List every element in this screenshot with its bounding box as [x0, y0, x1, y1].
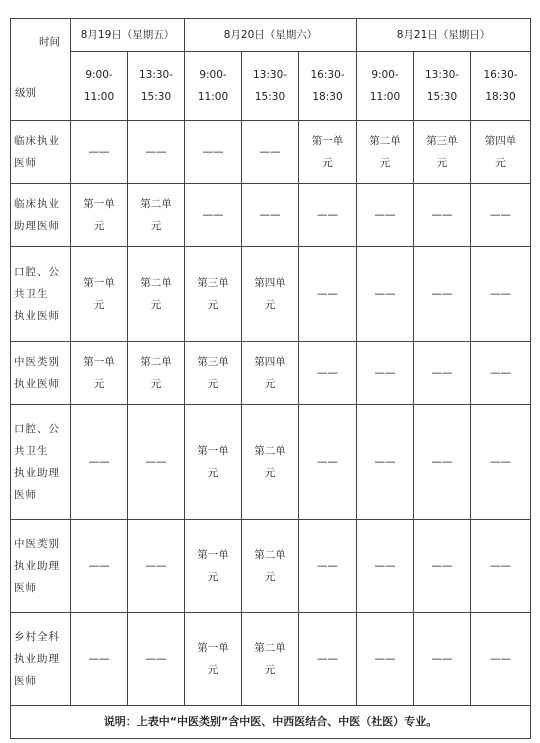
schedule-cell	[71, 121, 128, 184]
date-header-0: 8月19日（星期五）	[71, 19, 185, 52]
no-exam-dash: ——	[145, 653, 167, 665]
row-label-text: 执业助理	[14, 560, 60, 572]
row-label-text: 助理医师	[14, 220, 60, 232]
exam-unit-text: 元	[207, 299, 219, 311]
no-exam-dash: ——	[490, 209, 512, 221]
row-label-text: 执业助理	[14, 653, 60, 665]
time-slot-text: 11:00	[369, 91, 401, 103]
exam-unit-text: 第一单	[197, 445, 229, 457]
exam-unit-text: 第一单	[83, 277, 115, 289]
no-exam-dash: ——	[145, 146, 167, 158]
no-exam-dash: ——	[145, 456, 167, 468]
schedule-cell	[471, 247, 531, 342]
schedule-cell	[185, 247, 242, 342]
schedule-cell	[185, 342, 242, 405]
exam-unit-text: 第四单	[254, 277, 286, 289]
table-note: 说明：上表中“中医类别”含中医、中西医结合、中医（社医）专业。	[11, 706, 531, 739]
no-exam-dash: ——	[259, 146, 281, 158]
time-slot-cell	[357, 52, 414, 121]
exam-unit-text: 第二单	[254, 445, 286, 457]
time-slot-text: 13:30-	[252, 69, 288, 81]
row-label-text: 乡村全科	[14, 631, 60, 643]
exam-unit-text: 第三单	[197, 277, 229, 289]
time-slot-text: 9:00-	[371, 69, 399, 81]
schedule-cell	[414, 247, 471, 342]
exam-unit-text: 第一单	[83, 198, 115, 210]
date-header-row	[11, 19, 531, 52]
row-label-cell	[11, 247, 71, 342]
schedule-cell	[242, 121, 299, 184]
schedule-cell	[242, 520, 299, 613]
exam-unit-text: 第四单	[254, 356, 286, 368]
schedule-cell	[299, 520, 357, 613]
exam-unit-text: 第二单	[140, 198, 172, 210]
exam-unit-text: 元	[264, 571, 276, 583]
date-header-1: 8月20日（星期六）	[185, 19, 357, 52]
table-row	[11, 247, 531, 342]
exam-unit-text: 元	[150, 299, 162, 311]
time-slot-cell	[71, 52, 128, 121]
schedule-cell	[299, 405, 357, 520]
schedule-cell	[128, 121, 185, 184]
exam-unit-text: 元	[150, 220, 162, 232]
time-slot-text: 11:00	[197, 91, 229, 103]
exam-unit-text: 第一单	[197, 642, 229, 654]
no-exam-dash: ——	[431, 288, 453, 300]
time-slot-cell	[242, 52, 299, 121]
time-slot-cell	[185, 52, 242, 121]
row-label-text: 医师	[14, 157, 37, 169]
table-row	[11, 184, 531, 247]
time-slot-text: 13:30-	[424, 69, 460, 81]
exam-unit-text: 第三单	[197, 356, 229, 368]
row-label-text: 中医类别	[14, 538, 60, 550]
no-exam-dash: ——	[490, 456, 512, 468]
no-exam-dash: ——	[431, 560, 453, 572]
schedule-cell	[414, 342, 471, 405]
no-exam-dash: ——	[202, 209, 224, 221]
row-label-cell	[11, 613, 71, 706]
exam-unit-text: 第一单	[197, 549, 229, 561]
time-slot-cell	[471, 52, 531, 121]
schedule-cell	[185, 405, 242, 520]
exam-unit-text: 元	[322, 157, 333, 169]
schedule-cell	[242, 184, 299, 247]
time-slot-text: 15:30	[426, 91, 458, 103]
exam-unit-text: 元	[264, 664, 276, 676]
no-exam-dash: ——	[317, 456, 339, 468]
no-exam-dash: ——	[490, 288, 512, 300]
schedule-cell	[71, 405, 128, 520]
row-label-cell	[11, 121, 71, 184]
schedule-cell	[128, 405, 185, 520]
schedule-cell	[299, 613, 357, 706]
schedule-cell	[299, 121, 357, 184]
time-slot-text: 9:00-	[199, 69, 227, 81]
corner-type-label: 级别	[15, 87, 36, 99]
row-label-text: 医师	[14, 675, 37, 687]
table-row	[11, 613, 531, 706]
schedule-cell	[185, 121, 242, 184]
time-slot-text: 15:30	[254, 91, 286, 103]
schedule-cell	[185, 184, 242, 247]
schedule-cell	[471, 184, 531, 247]
no-exam-dash: ——	[490, 560, 512, 572]
time-slot-text: 15:30	[140, 91, 172, 103]
schedule-cell	[357, 613, 414, 706]
no-exam-dash: ——	[374, 288, 396, 300]
time-slot-row	[11, 52, 531, 121]
time-slot-text: 18:30	[312, 91, 343, 103]
schedule-cell	[71, 342, 128, 405]
schedule-cell	[357, 247, 414, 342]
exam-unit-text: 第一单	[311, 135, 344, 147]
exam-unit-text: 第一单	[83, 356, 115, 368]
no-exam-dash: ——	[374, 367, 396, 379]
exam-unit-text: 元	[436, 157, 448, 169]
exam-unit-text: 第二单	[369, 135, 401, 147]
exam-unit-text: 元	[207, 467, 219, 479]
schedule-cell	[414, 520, 471, 613]
exam-unit-text: 元	[150, 378, 162, 390]
row-label-text: 医师	[14, 582, 37, 594]
schedule-cell	[128, 613, 185, 706]
schedule-cell	[242, 247, 299, 342]
time-slot-text: 16:30-	[310, 69, 345, 81]
time-slot-text: 11:00	[83, 91, 115, 103]
schedule-cell	[414, 405, 471, 520]
corner-time-label: 时间	[39, 36, 60, 48]
row-label-cell	[11, 405, 71, 520]
no-exam-dash: ——	[259, 209, 281, 221]
time-slot-text: 9:00-	[85, 69, 113, 81]
schedule-cell	[357, 184, 414, 247]
no-exam-dash: ——	[317, 367, 339, 379]
schedule-cell	[471, 613, 531, 706]
no-exam-dash: ——	[88, 653, 110, 665]
schedule-cell	[242, 405, 299, 520]
exam-unit-text: 元	[93, 378, 105, 390]
no-exam-dash: ——	[202, 146, 224, 158]
table-body	[11, 121, 531, 706]
exam-unit-text: 第四单	[484, 135, 517, 147]
time-slot-text: 16:30-	[483, 69, 518, 81]
no-exam-dash: ——	[490, 367, 512, 379]
schedule-cell	[71, 520, 128, 613]
row-label-text: 口腔、公	[14, 423, 60, 435]
exam-schedule-table	[10, 18, 531, 739]
table-row	[11, 405, 531, 520]
no-exam-dash: ——	[374, 560, 396, 572]
schedule-cell	[242, 342, 299, 405]
no-exam-dash: ——	[431, 367, 453, 379]
schedule-cell	[128, 342, 185, 405]
exam-unit-text: 第二单	[254, 642, 286, 654]
schedule-cell	[299, 184, 357, 247]
table-row	[11, 342, 531, 405]
no-exam-dash: ——	[88, 146, 110, 158]
no-exam-dash: ——	[490, 653, 512, 665]
table-row	[11, 520, 531, 613]
schedule-cell	[71, 184, 128, 247]
exam-unit-text: 元	[264, 467, 276, 479]
row-label-text: 医师	[14, 489, 37, 501]
schedule-cell	[357, 342, 414, 405]
schedule-cell	[471, 405, 531, 520]
no-exam-dash: ——	[431, 209, 453, 221]
row-label-cell	[11, 342, 71, 405]
schedule-cell	[357, 405, 414, 520]
no-exam-dash: ——	[145, 560, 167, 572]
exam-unit-text: 元	[93, 299, 105, 311]
exam-unit-text: 第二单	[254, 549, 286, 561]
no-exam-dash: ——	[317, 560, 339, 572]
schedule-cell	[299, 247, 357, 342]
no-exam-dash: ——	[88, 456, 110, 468]
exam-unit-text: 元	[379, 157, 391, 169]
schedule-cell	[414, 184, 471, 247]
schedule-cell	[128, 520, 185, 613]
row-label-cell	[11, 184, 71, 247]
exam-unit-text: 第二单	[140, 277, 172, 289]
exam-unit-text: 元	[264, 299, 276, 311]
row-label-cell	[11, 520, 71, 613]
row-label-text: 中医类别	[14, 356, 60, 368]
schedule-cell	[242, 613, 299, 706]
schedule-cell	[185, 613, 242, 706]
exam-unit-text: 元	[207, 664, 219, 676]
no-exam-dash: ——	[431, 653, 453, 665]
time-slot-cell	[299, 52, 357, 121]
schedule-cell	[71, 613, 128, 706]
schedule-cell	[414, 121, 471, 184]
exam-unit-text: 元	[264, 378, 276, 390]
no-exam-dash: ——	[317, 653, 339, 665]
schedule-cell	[471, 520, 531, 613]
no-exam-dash: ——	[431, 456, 453, 468]
schedule-cell	[128, 184, 185, 247]
row-label-text: 共卫生	[14, 445, 49, 457]
table-row	[11, 121, 531, 184]
time-slot-cell	[414, 52, 471, 121]
exam-unit-text: 元	[207, 378, 219, 390]
date-header-2: 8月21日（星期日）	[357, 19, 531, 52]
row-label-text: 共卫生	[14, 288, 49, 300]
row-label-text: 执业医师	[14, 310, 60, 322]
schedule-cell	[128, 247, 185, 342]
time-slot-cell	[128, 52, 185, 121]
row-label-text: 执业助理	[14, 467, 60, 479]
time-slot-text: 13:30-	[138, 69, 174, 81]
exam-unit-text: 元	[207, 571, 219, 583]
schedule-cell	[471, 121, 531, 184]
schedule-cell	[414, 613, 471, 706]
schedule-cell	[185, 520, 242, 613]
schedule-cell	[357, 121, 414, 184]
no-exam-dash: ——	[88, 560, 110, 572]
no-exam-dash: ——	[374, 653, 396, 665]
row-label-text: 临床执业	[14, 198, 60, 210]
exam-unit-text: 元	[93, 220, 105, 232]
no-exam-dash: ——	[317, 209, 339, 221]
schedule-cell	[357, 520, 414, 613]
schedule-cell	[471, 342, 531, 405]
no-exam-dash: ——	[374, 456, 396, 468]
no-exam-dash: ——	[317, 288, 339, 300]
row-label-text: 执业医师	[14, 378, 60, 390]
corner-header-cell	[11, 19, 71, 121]
time-slot-text: 18:30	[485, 91, 516, 103]
no-exam-dash: ——	[374, 209, 396, 221]
note-row	[11, 706, 531, 739]
row-label-text: 临床执业	[14, 135, 60, 147]
schedule-cell	[71, 247, 128, 342]
exam-unit-text: 元	[495, 157, 506, 169]
row-label-text: 口腔、公	[14, 266, 60, 278]
exam-unit-text: 第三单	[426, 135, 458, 147]
exam-unit-text: 第二单	[140, 356, 172, 368]
schedule-cell	[299, 342, 357, 405]
